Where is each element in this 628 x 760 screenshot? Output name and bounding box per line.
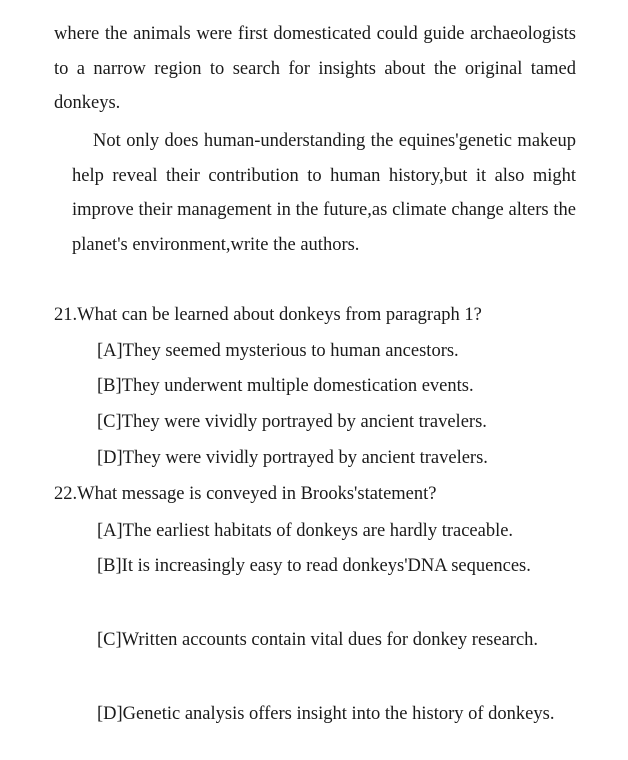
- question-21-option-c: [C]They were vividly portrayed by ancient travelers.: [97, 412, 487, 432]
- question-21-option-d: [D]They were vividly portrayed by ancient travelers.: [97, 448, 488, 468]
- question-22-option-b: [B]It is increasingly easy to read donkeys'DNA sequences.: [97, 556, 531, 576]
- passage-paragraph-authors: Not only does human-understanding the equines'genetic makeup help reveal their contribution to human history,but it also might improve their management in the future,as climate change alters the planet's environment,write the authors.: [72, 131, 576, 255]
- question-21-option-a: [A]They seemed mysterious to human ancestors.: [97, 341, 459, 361]
- question-22-stem: 22.What message is conveyed in Brooks'statement?: [54, 484, 437, 504]
- question-22-option-a: [A]The earliest habitats of donkeys are hardly traceable.: [97, 521, 514, 541]
- passage-paragraph-continued: where the animals were first domesticated could guide archaeologists to a narrow region to search for insights about the original tamed donkeys.: [54, 24, 576, 113]
- question-22-option-d: [D]Genetic analysis offers insight into the history of donkeys.: [97, 704, 555, 724]
- question-22-option-c: [C]Written accounts contain vital dues for donkey research.: [97, 630, 539, 650]
- question-21-stem: 21.What can be learned about donkeys from paragraph 1?: [54, 305, 482, 325]
- question-21-option-b: [B]They underwent multiple domestication events.: [97, 376, 474, 396]
